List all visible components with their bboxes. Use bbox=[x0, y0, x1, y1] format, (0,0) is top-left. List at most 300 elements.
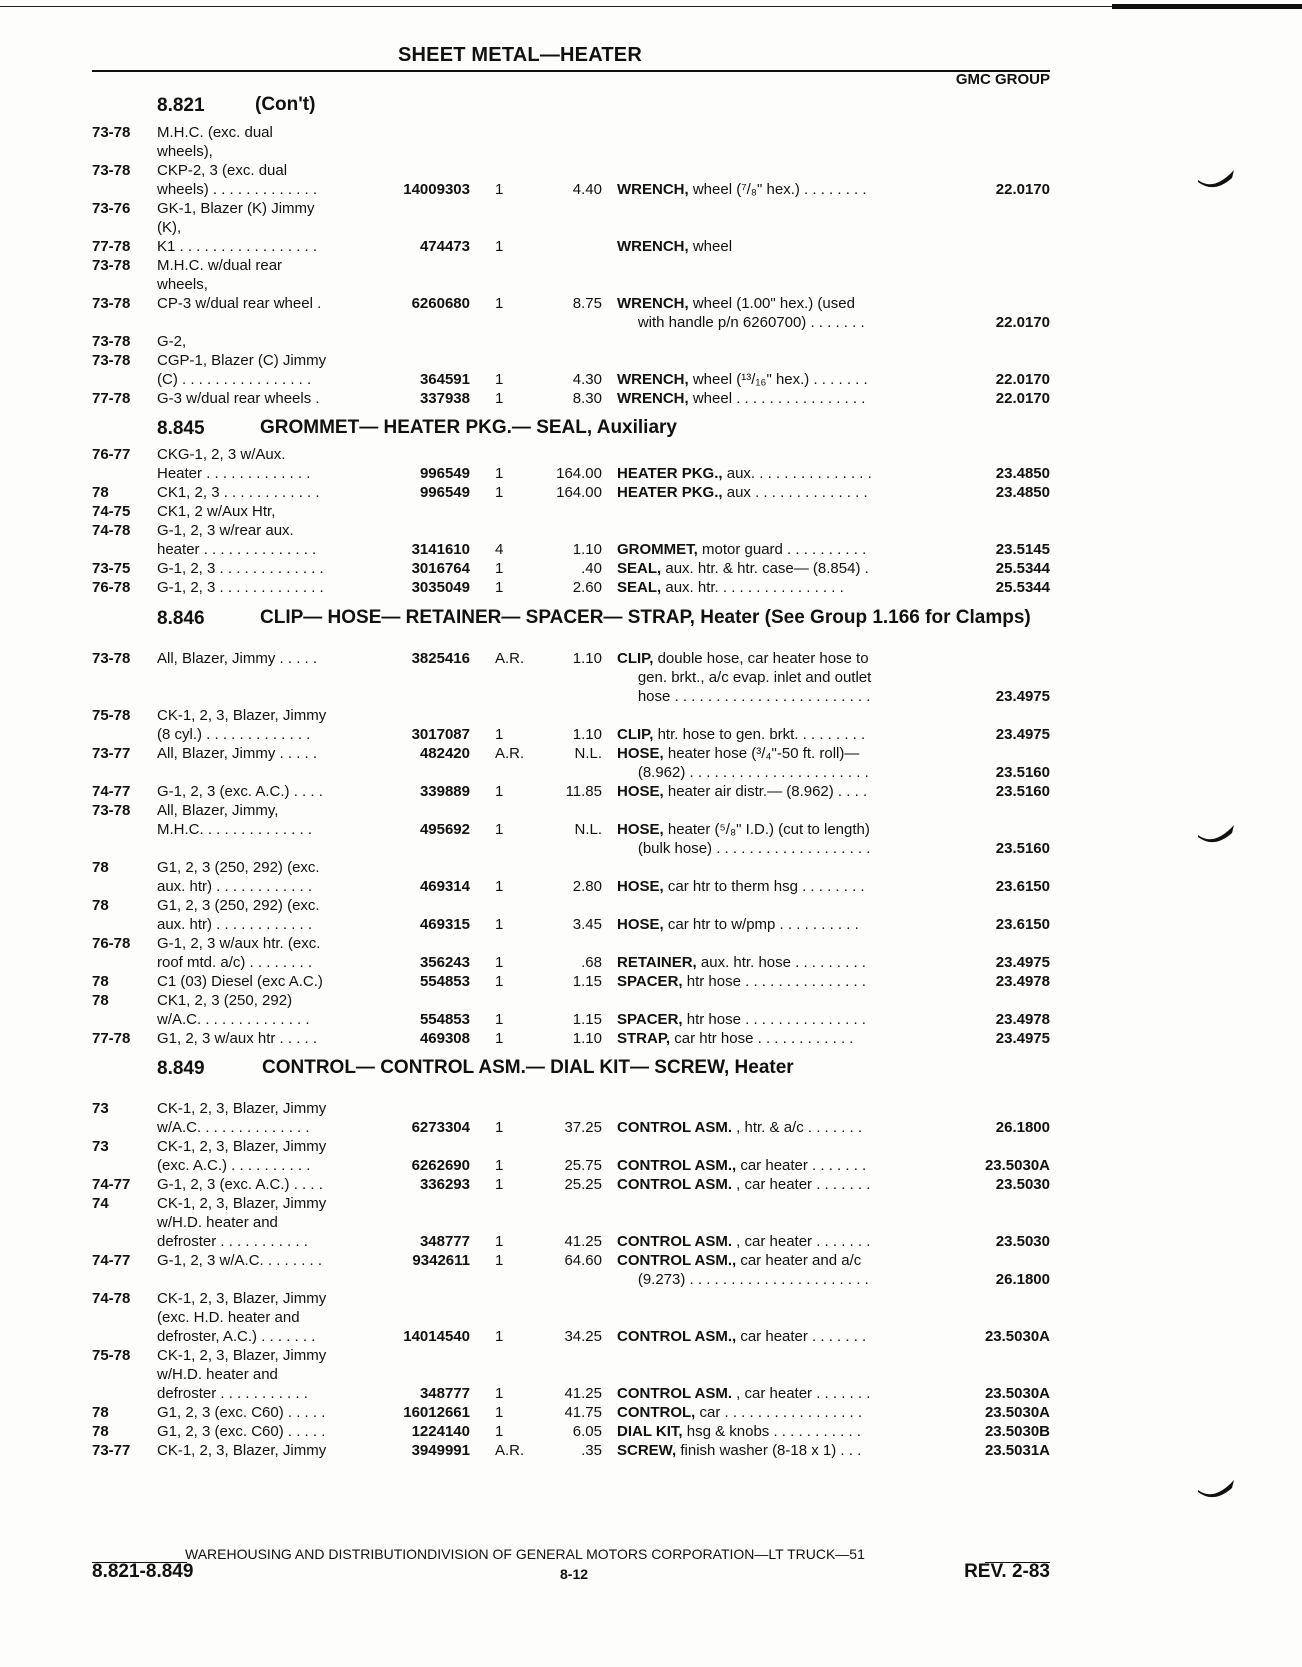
model-description: CK-1, 2, 3, Blazer, Jimmy bbox=[157, 1347, 327, 1364]
list-price: 164.00 bbox=[556, 484, 602, 501]
item-detail: wheel (1.00" hex.) (used bbox=[692, 295, 855, 312]
item-name bbox=[617, 1423, 861, 1440]
item-detail: double hose, car heater hose to bbox=[657, 650, 869, 667]
item-name bbox=[617, 181, 867, 198]
section-title: (Con't) bbox=[255, 94, 316, 115]
item-keyword: CONTROL ASM. bbox=[617, 1385, 732, 1402]
item-detail: car heater and a/c bbox=[740, 1252, 862, 1269]
quantity: 4 bbox=[495, 541, 504, 558]
item-name bbox=[617, 465, 872, 482]
item-detail: car heater . . . . . . . bbox=[740, 1157, 867, 1174]
model-description: w/A.C. . . . . . . . . . . . . . bbox=[157, 1011, 310, 1028]
item-keyword: RETAINER, bbox=[617, 954, 697, 971]
item-detail: wheel (⁷/₈" hex.) . . . . . . . . bbox=[692, 181, 867, 198]
model-description: G-1, 2, 3 w/aux htr. (exc. bbox=[157, 935, 321, 952]
item-detail: wheel bbox=[692, 238, 733, 255]
model-year: 73-77 bbox=[92, 1442, 131, 1459]
quantity: 1 bbox=[495, 1385, 504, 1402]
group-number: 23.5030A bbox=[984, 1385, 1050, 1402]
item-name bbox=[617, 726, 865, 743]
item-detail: car heater . . . . . . . bbox=[740, 1328, 867, 1345]
model-year: 76-78 bbox=[92, 579, 131, 596]
model-year: 73-78 bbox=[92, 295, 131, 312]
item-detail: car . . . . . . . . . . . . . . . . . bbox=[699, 1404, 863, 1421]
part-number: 6262690 bbox=[411, 1157, 470, 1174]
item-keyword: CLIP, bbox=[617, 650, 654, 667]
part-number: 356243 bbox=[419, 954, 470, 971]
part-number: 364591 bbox=[419, 371, 470, 388]
part-number: 469314 bbox=[419, 878, 470, 895]
part-number: 3016764 bbox=[411, 560, 470, 577]
list-price: .68 bbox=[581, 954, 602, 971]
item-name bbox=[617, 314, 865, 331]
quantity: 1 bbox=[495, 1030, 504, 1047]
list-price: .40 bbox=[581, 560, 602, 577]
model-year: 73 bbox=[92, 1138, 109, 1155]
model-year: 78 bbox=[92, 1404, 109, 1421]
item-detail: heater hose (³/₄"-50 ft. roll)— bbox=[667, 745, 860, 762]
group-number: 25.5344 bbox=[995, 579, 1050, 596]
footer-revision: REV. 2-83 bbox=[964, 1561, 1050, 1582]
group-number: 26.1800 bbox=[995, 1119, 1050, 1136]
part-number: 1224140 bbox=[411, 1423, 470, 1440]
item-detail: , car heater . . . . . . . bbox=[736, 1385, 871, 1402]
part-number: 336293 bbox=[419, 1176, 470, 1193]
list-price: 2.80 bbox=[572, 878, 602, 895]
model-description: w/A.C. . . . . . . . . . . . . . bbox=[157, 1119, 310, 1136]
part-number: 14014540 bbox=[403, 1328, 470, 1345]
model-description: wheels), bbox=[157, 143, 213, 160]
item-keyword: WRENCH, bbox=[617, 295, 689, 312]
model-description: w/H.D. heater and bbox=[157, 1366, 278, 1383]
part-number: 554853 bbox=[419, 1011, 470, 1028]
model-description: CP-3 w/dual rear wheel . bbox=[157, 295, 322, 312]
model-description: C1 (03) Diesel (exc A.C.) bbox=[157, 973, 323, 990]
item-name bbox=[617, 650, 869, 667]
item-detail: finish washer (8-18 x 1) . . . bbox=[680, 1442, 862, 1459]
list-price: 4.40 bbox=[572, 181, 602, 198]
model-description: heater . . . . . . . . . . . . . . bbox=[157, 541, 317, 558]
section-number: 8.846 bbox=[157, 608, 205, 629]
item-name bbox=[617, 1328, 866, 1345]
model-year: 74-78 bbox=[92, 1290, 131, 1307]
part-number: 14009303 bbox=[403, 181, 470, 198]
model-description: Heater . . . . . . . . . . . . . bbox=[157, 465, 311, 482]
footer-page-number: 8-12 bbox=[560, 1566, 589, 1582]
group-number: 23.5145 bbox=[995, 541, 1050, 558]
item-name bbox=[617, 295, 855, 312]
model-description: CK1, 2 w/Aux Htr, bbox=[157, 503, 276, 520]
item-keyword: WRENCH, bbox=[617, 238, 689, 255]
quantity: A.R. bbox=[495, 1442, 525, 1459]
model-year: 76-78 bbox=[92, 935, 131, 952]
group-number: 23.5030A bbox=[984, 1157, 1050, 1174]
model-description: G-2, bbox=[157, 333, 187, 350]
item-name bbox=[617, 1385, 870, 1402]
model-description: M.H.C. (exc. dual bbox=[157, 124, 273, 141]
quantity: 1 bbox=[495, 1423, 504, 1440]
model-description: G1, 2, 3 w/aux htr . . . . . bbox=[157, 1030, 318, 1047]
model-year: 73-78 bbox=[92, 802, 131, 819]
model-year: 73-78 bbox=[92, 333, 131, 350]
model-description: G-1, 2, 3 (exc. A.C.) . . . . bbox=[157, 1176, 323, 1193]
binder-mark-icon bbox=[1196, 1478, 1236, 1500]
model-description: G1, 2, 3 (250, 292) (exc. bbox=[157, 859, 320, 876]
quantity: 1 bbox=[495, 238, 504, 255]
part-number: 996549 bbox=[419, 465, 470, 482]
item-detail: (8.962) . . . . . . . . . . . . . . . . . . . . . . bbox=[617, 764, 869, 781]
part-number: 339889 bbox=[419, 783, 470, 800]
item-name bbox=[617, 484, 868, 501]
model-description: CK1, 2, 3 . . . . . . . . . . . . bbox=[157, 484, 320, 501]
list-price: 41.25 bbox=[564, 1233, 602, 1250]
item-keyword: HEATER PKG., bbox=[617, 484, 723, 501]
item-keyword: HOSE, bbox=[617, 878, 664, 895]
list-price: 41.75 bbox=[564, 1404, 602, 1421]
group-number: 23.5030 bbox=[995, 1233, 1050, 1250]
item-name bbox=[617, 1233, 870, 1250]
item-detail: aux. htr. & htr. case— (8.854) . bbox=[665, 560, 869, 577]
item-keyword: CLIP, bbox=[617, 726, 654, 743]
model-year: 78 bbox=[92, 1423, 109, 1440]
item-detail: car htr to therm hsg . . . . . . . . bbox=[667, 878, 865, 895]
item-keyword: CONTROL ASM. bbox=[617, 1119, 732, 1136]
model-description: G-3 w/dual rear wheels . bbox=[157, 390, 320, 407]
item-keyword: HOSE, bbox=[617, 783, 664, 800]
item-keyword: CONTROL, bbox=[617, 1404, 696, 1421]
item-name bbox=[617, 390, 865, 407]
part-number: 3141610 bbox=[411, 541, 470, 558]
part-number: 495692 bbox=[419, 821, 470, 838]
quantity: 1 bbox=[495, 181, 504, 198]
model-description: G-1, 2, 3 w/A.C. . . . . . . . bbox=[157, 1252, 323, 1269]
model-description: aux. htr) . . . . . . . . . . . . bbox=[157, 916, 313, 933]
group-number: 23.4978 bbox=[995, 1011, 1050, 1028]
item-name bbox=[617, 1271, 869, 1288]
item-detail: gen. brkt., a/c evap. inlet and outlet bbox=[617, 669, 872, 686]
group-number: 22.0170 bbox=[995, 181, 1050, 198]
model-description: CK-1, 2, 3, Blazer, Jimmy bbox=[157, 1442, 327, 1459]
model-description: G-1, 2, 3 . . . . . . . . . . . . . bbox=[157, 560, 324, 577]
quantity: 1 bbox=[495, 465, 504, 482]
group-number: 23.4978 bbox=[995, 973, 1050, 990]
model-description: defroster, A.C.) . . . . . . . bbox=[157, 1328, 316, 1345]
model-description: CK-1, 2, 3, Blazer, Jimmy bbox=[157, 1100, 327, 1117]
model-description: (K), bbox=[157, 219, 182, 236]
model-year: 77-78 bbox=[92, 1030, 131, 1047]
group-number: 22.0170 bbox=[995, 371, 1050, 388]
model-year: 74-78 bbox=[92, 522, 131, 539]
item-keyword: CONTROL ASM. bbox=[617, 1233, 732, 1250]
group-label: GMC GROUP bbox=[955, 71, 1050, 88]
item-detail: hsg & knobs . . . . . . . . . . . bbox=[686, 1423, 861, 1440]
group-number: 23.5030B bbox=[984, 1423, 1050, 1440]
model-year: 77-78 bbox=[92, 390, 131, 407]
part-number: 482420 bbox=[419, 745, 470, 762]
group-number: 23.4975 bbox=[995, 1030, 1050, 1047]
item-detail: (bulk hose) . . . . . . . . . . . . . . . . . . . bbox=[617, 840, 871, 857]
item-keyword: SPACER, bbox=[617, 973, 683, 990]
item-keyword: SCREW, bbox=[617, 1442, 677, 1459]
model-year: 77-78 bbox=[92, 238, 131, 255]
item-keyword: DIAL KIT, bbox=[617, 1423, 683, 1440]
group-number: 23.6150 bbox=[995, 916, 1050, 933]
item-name bbox=[617, 1442, 861, 1459]
quantity: 1 bbox=[495, 295, 504, 312]
item-name bbox=[617, 840, 870, 857]
part-number: 474473 bbox=[419, 238, 470, 255]
part-number: 9342611 bbox=[412, 1252, 470, 1269]
item-name bbox=[617, 238, 732, 255]
model-description: (8 cyl.) . . . . . . . . . . . . . bbox=[157, 726, 311, 743]
group-number: 23.5160 bbox=[995, 840, 1050, 857]
model-year: 73 bbox=[92, 1100, 109, 1117]
group-number: 23.5030A bbox=[984, 1404, 1050, 1421]
page-title: SHEET METAL—HEATER bbox=[398, 44, 642, 66]
list-price: 1.10 bbox=[572, 726, 602, 743]
item-keyword: WRENCH, bbox=[617, 181, 689, 198]
model-description: G-1, 2, 3 . . . . . . . . . . . . . bbox=[157, 579, 324, 596]
list-price: 25.75 bbox=[564, 1157, 602, 1174]
list-price: 41.25 bbox=[564, 1385, 602, 1402]
binder-mark-icon bbox=[1196, 168, 1236, 190]
item-keyword: CONTROL ASM., bbox=[617, 1328, 737, 1345]
item-name bbox=[617, 579, 844, 596]
item-name bbox=[617, 745, 859, 762]
list-price: N.L. bbox=[574, 745, 602, 762]
item-name bbox=[617, 954, 866, 971]
model-description: CK-1, 2, 3, Blazer, Jimmy bbox=[157, 1138, 327, 1155]
quantity: 1 bbox=[495, 821, 504, 838]
item-name bbox=[617, 688, 870, 705]
item-detail: car htr hose . . . . . . . . . . . . bbox=[674, 1030, 854, 1047]
list-price: 8.30 bbox=[572, 390, 602, 407]
part-number: 3825416 bbox=[411, 650, 470, 667]
item-detail: hose . . . . . . . . . . . . . . . . . . . . . . . . bbox=[617, 688, 871, 705]
item-keyword: CONTROL ASM., bbox=[617, 1157, 737, 1174]
model-year: 78 bbox=[92, 992, 109, 1009]
quantity: 1 bbox=[495, 1157, 504, 1174]
model-year: 73-76 bbox=[92, 200, 131, 217]
list-price: 8.75 bbox=[572, 295, 602, 312]
model-description: wheels, bbox=[157, 276, 208, 293]
quantity: 1 bbox=[495, 579, 504, 596]
model-year: 74-77 bbox=[92, 1252, 131, 1269]
section-title: GROMMET— HEATER PKG.— SEAL, Auxiliary bbox=[260, 417, 677, 438]
item-keyword: HOSE, bbox=[617, 821, 664, 838]
item-keyword: HOSE, bbox=[617, 745, 664, 762]
model-description: defroster . . . . . . . . . . . bbox=[157, 1233, 308, 1250]
quantity: 1 bbox=[495, 371, 504, 388]
quantity: 1 bbox=[495, 1233, 504, 1250]
model-year: 76-77 bbox=[92, 446, 131, 463]
item-name bbox=[617, 1030, 853, 1047]
part-number: 337938 bbox=[419, 390, 470, 407]
group-number: 22.0170 bbox=[995, 390, 1050, 407]
item-name bbox=[617, 916, 859, 933]
model-year: 78 bbox=[92, 897, 109, 914]
item-detail: aux. htr. . . . . . . . . . . . . . . . bbox=[665, 579, 844, 596]
item-detail: motor guard . . . . . . . . . . bbox=[702, 541, 867, 558]
model-year: 78 bbox=[92, 973, 109, 990]
part-number: 348777 bbox=[419, 1233, 470, 1250]
quantity: 1 bbox=[495, 878, 504, 895]
list-price: 64.60 bbox=[564, 1252, 602, 1269]
model-year: 75-78 bbox=[92, 1347, 131, 1364]
part-number: 348777 bbox=[419, 1385, 470, 1402]
item-keyword: SPACER, bbox=[617, 1011, 683, 1028]
item-detail: , htr. & a/c . . . . . . . bbox=[736, 1119, 863, 1136]
part-number: 3035049 bbox=[411, 579, 470, 596]
model-description: M.H.C. . . . . . . . . . . . . . bbox=[157, 821, 313, 838]
part-number: 3017087 bbox=[411, 726, 470, 743]
item-keyword: STRAP, bbox=[617, 1030, 671, 1047]
part-number: 469315 bbox=[419, 916, 470, 933]
quantity: 1 bbox=[495, 954, 504, 971]
section-number: 8.821 bbox=[157, 95, 205, 116]
quantity: 1 bbox=[495, 1252, 504, 1269]
quantity: 1 bbox=[495, 390, 504, 407]
model-year: 74-75 bbox=[92, 503, 131, 520]
model-description: G1, 2, 3 (250, 292) (exc. bbox=[157, 897, 320, 914]
item-detail: with handle p/n 6260700) . . . . . . . bbox=[617, 314, 865, 331]
quantity: 1 bbox=[495, 726, 504, 743]
model-description: All, Blazer, Jimmy, bbox=[157, 802, 279, 819]
list-price: .35 bbox=[581, 1442, 602, 1459]
model-description: roof mtd. a/c) . . . . . . . . bbox=[157, 954, 313, 971]
item-keyword: HOSE, bbox=[617, 916, 664, 933]
model-year: 73-78 bbox=[92, 650, 131, 667]
item-keyword: CONTROL ASM., bbox=[617, 1252, 737, 1269]
group-number: 22.0170 bbox=[995, 314, 1050, 331]
item-name bbox=[617, 1011, 866, 1028]
list-price: 37.25 bbox=[564, 1119, 602, 1136]
item-name bbox=[617, 783, 867, 800]
section-number: 8.845 bbox=[157, 418, 205, 439]
quantity: 1 bbox=[495, 1011, 504, 1028]
model-year: 78 bbox=[92, 484, 109, 501]
item-detail: heater (⁵/₈" I.D.) (cut to length) bbox=[667, 821, 870, 838]
model-year: 73-77 bbox=[92, 745, 131, 762]
item-detail: wheel (¹³/₁₆" hex.) . . . . . . . bbox=[692, 371, 868, 388]
list-price: 1.10 bbox=[572, 541, 602, 558]
item-name bbox=[617, 1176, 870, 1193]
quantity: 1 bbox=[495, 916, 504, 933]
model-year: 73-78 bbox=[92, 162, 131, 179]
item-detail: , car heater . . . . . . . bbox=[736, 1176, 871, 1193]
item-keyword: SEAL, bbox=[617, 560, 662, 577]
list-price: 4.30 bbox=[572, 371, 602, 388]
item-name bbox=[617, 669, 871, 686]
part-number: 3949991 bbox=[411, 1442, 470, 1459]
group-number: 23.4975 bbox=[995, 726, 1050, 743]
item-name bbox=[617, 1157, 866, 1174]
item-name bbox=[617, 541, 866, 558]
item-detail: , car heater . . . . . . . bbox=[736, 1233, 871, 1250]
model-year: 78 bbox=[92, 859, 109, 876]
item-keyword: GROMMET, bbox=[617, 541, 698, 558]
list-price: 1.15 bbox=[572, 973, 602, 990]
list-price: 25.25 bbox=[564, 1176, 602, 1193]
part-number: 469308 bbox=[419, 1030, 470, 1047]
list-price: 1.15 bbox=[572, 1011, 602, 1028]
item-keyword: HEATER PKG., bbox=[617, 465, 723, 482]
group-number: 23.4975 bbox=[995, 688, 1050, 705]
item-detail: aux . . . . . . . . . . . . . . bbox=[726, 484, 868, 501]
group-number: 23.4850 bbox=[995, 484, 1050, 501]
group-number: 23.4850 bbox=[995, 465, 1050, 482]
model-description: CK-1, 2, 3, Blazer, Jimmy bbox=[157, 707, 327, 724]
group-number: 23.5160 bbox=[995, 783, 1050, 800]
item-detail: heater air distr.— (8.962) . . . . bbox=[667, 783, 868, 800]
model-description: All, Blazer, Jimmy . . . . . bbox=[157, 745, 318, 762]
model-description: defroster . . . . . . . . . . . bbox=[157, 1385, 308, 1402]
group-number: 25.5344 bbox=[995, 560, 1050, 577]
group-number: 26.1800 bbox=[995, 1271, 1050, 1288]
part-number: 554853 bbox=[419, 973, 470, 990]
part-number: 996549 bbox=[419, 484, 470, 501]
model-description: CK-1, 2, 3, Blazer, Jimmy bbox=[157, 1195, 327, 1212]
item-keyword: WRENCH, bbox=[617, 371, 689, 388]
model-description: M.H.C. w/dual rear bbox=[157, 257, 283, 274]
item-keyword: CONTROL ASM. bbox=[617, 1176, 732, 1193]
model-year: 73-78 bbox=[92, 257, 131, 274]
item-detail: car htr to w/pmp . . . . . . . . . . bbox=[667, 916, 859, 933]
quantity: 1 bbox=[495, 1119, 504, 1136]
footer-publisher-line: WAREHOUSING AND DISTRIBUTIONDIVISION OF GENERAL MOTORS CORPORATION—LT TRUCK—51 bbox=[185, 1546, 865, 1562]
item-name bbox=[617, 1404, 862, 1421]
quantity: 1 bbox=[495, 1404, 504, 1421]
model-year: 73-78 bbox=[92, 124, 131, 141]
model-description: G1, 2, 3 (exc. C60) . . . . . bbox=[157, 1404, 326, 1421]
quantity: 1 bbox=[495, 783, 504, 800]
item-detail: htr hose . . . . . . . . . . . . . . . bbox=[686, 1011, 866, 1028]
part-number: 6260680 bbox=[411, 295, 470, 312]
model-description: CK-1, 2, 3, Blazer, Jimmy bbox=[157, 1290, 327, 1307]
model-year: 74-77 bbox=[92, 783, 131, 800]
model-year: 73-75 bbox=[92, 560, 131, 577]
section-title: CLIP— HOSE— RETAINER— SPACER— STRAP, Heater (See Group 1.166 for Clamps) bbox=[260, 607, 1031, 628]
binder-mark-icon bbox=[1196, 823, 1236, 845]
group-number: 23.5030A bbox=[984, 1328, 1050, 1345]
item-name bbox=[617, 973, 866, 990]
model-year: 74 bbox=[92, 1195, 109, 1212]
item-detail: (9.273) . . . . . . . . . . . . . . . . . . . . . . bbox=[617, 1271, 869, 1288]
group-number: 23.5160 bbox=[995, 764, 1050, 781]
list-price: 1.10 bbox=[572, 650, 602, 667]
model-description: All, Blazer, Jimmy . . . . . bbox=[157, 650, 318, 667]
model-description: (exc. H.D. heater and bbox=[157, 1309, 300, 1326]
model-description: CK1, 2, 3 (250, 292) bbox=[157, 992, 293, 1009]
group-number: 23.5030 bbox=[995, 1176, 1050, 1193]
group-number: 23.5031A bbox=[984, 1442, 1050, 1459]
model-description: K1 . . . . . . . . . . . . . . . . . bbox=[157, 238, 318, 255]
model-description: (C) . . . . . . . . . . . . . . . . bbox=[157, 371, 312, 388]
item-name bbox=[617, 560, 869, 577]
model-description: G-1, 2, 3 (exc. A.C.) . . . . bbox=[157, 783, 323, 800]
group-number: 23.4975 bbox=[995, 954, 1050, 971]
model-year: 75-78 bbox=[92, 707, 131, 724]
list-price: N.L. bbox=[574, 821, 602, 838]
item-name bbox=[617, 878, 865, 895]
section-number: 8.849 bbox=[157, 1058, 205, 1079]
item-name bbox=[617, 1119, 862, 1136]
model-description: wheels) . . . . . . . . . . . . . bbox=[157, 181, 318, 198]
item-name bbox=[617, 1252, 861, 1269]
model-description: aux. htr) . . . . . . . . . . . . bbox=[157, 878, 313, 895]
quantity: 1 bbox=[495, 1328, 504, 1345]
model-description: CGP-1, Blazer (C) Jimmy bbox=[157, 352, 327, 369]
